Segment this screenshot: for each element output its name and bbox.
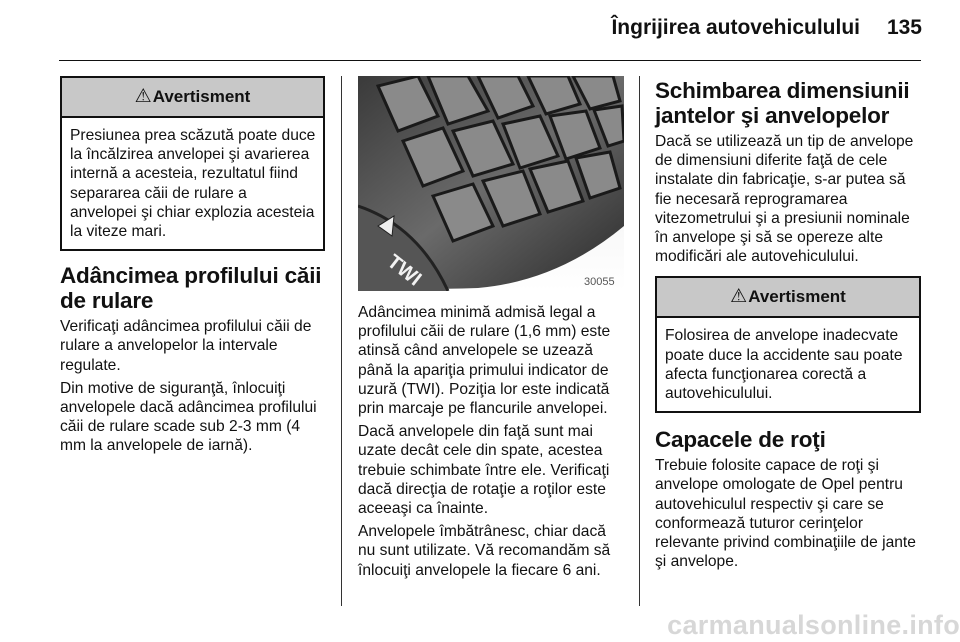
header-divider <box>59 60 921 61</box>
paragraph: Din motive de siguranţă, înlocuiţi anvelopele dacă adâncimea profilului căii de rulare scade sub 2-3 mm (4 mm la anvelopele de iarnă). <box>60 379 317 455</box>
warning-title: Avertisment <box>748 287 846 307</box>
warning-triangle-icon: ⚠ <box>730 286 748 308</box>
paragraph: Anvelopele îmbătrânesc, chiar dacă nu sunt utilizate. Vă recomandăm să înlocuiţi anvelopele la fiecare 6 ani. <box>358 523 611 579</box>
warning-triangle-icon: ⚠ <box>134 86 152 107</box>
paragraph: Trebuie folosite capace de roţi şi anvelope omologate de Opel pentru autovehiculul respectiv şi care se conformează tuturor cerinţelor relevante privind combinaţiile de jante şi anvelope. <box>655 457 916 571</box>
section-heading-wheel-covers: Capacele de roţi <box>655 427 826 453</box>
column-divider <box>341 76 342 606</box>
page-number: 135 <box>886 16 922 39</box>
column-right <box>655 76 921 575</box>
column-middle <box>358 76 624 584</box>
twi-label: TWI <box>382 250 426 291</box>
column-divider <box>639 76 640 606</box>
warning-box-tires <box>655 276 921 413</box>
warning-header <box>62 78 323 118</box>
warning-header <box>657 278 919 318</box>
paragraph: Verificaţi adâncimea profilului căii de rulare a anvelopelor la intervale regulate. <box>60 318 312 374</box>
section-heading-tread-depth: Adâncimea profilului căii de rulare <box>60 263 322 314</box>
warning-text: Folosirea de anvelope inadecvate poate duce la accidente sau poate afecta funcţionarea corectă a autovehiculului. <box>665 327 903 403</box>
column-left <box>60 76 325 460</box>
running-header-title: Îngrijirea autovehiculului <box>611 16 860 39</box>
paragraph: Dacă anvelopele din faţă sunt mai uzate decât cele din spate, acestea trebuie schimbate între ele. Verificaţi dacă direcţia de rotaţie a roţilor este aceeaşi ca înainte. <box>358 423 610 518</box>
warning-title: Avertisment <box>152 87 251 106</box>
warning-box-pressure <box>60 76 325 251</box>
warning-text: Presiunea prea scăzută poate duce la încălzirea anvelopei şi avarierea internă a acesteia, rezultatul fiind separarea căii de rulare a anvelopei şi chiar explozia acesteia la viteze mari. <box>70 127 316 241</box>
figure-number: 30055 <box>584 276 615 288</box>
paragraph: Dacă se utilizează un tip de anvelope de dimensiuni diferite faţă de cele instalate din fabricaţie, s-ar putea să fie necesară reprogramarea vitezometrului şi a presiunii nominale în anvelope şi să se opereze alte modificări ale autovehiculului. <box>655 133 914 266</box>
section-heading-rim-size: Schimbarea dimensiunii jantelor şi anvelopelor <box>655 78 910 128</box>
warning-body <box>657 318 919 411</box>
tire-tread-illustration <box>358 76 624 291</box>
paragraph: Adâncimea minimă admisă legal a profilului căii de rulare (1,6 mm) este atinsă când anvelopele se uzează până la apariţia primului indicator de uzură (TWI). Poziţia lor este indicată prin marcaje pe flancurile anvelopei. <box>358 304 611 418</box>
warning-body <box>62 118 323 249</box>
watermark: carmanualsonline.info <box>667 610 960 640</box>
